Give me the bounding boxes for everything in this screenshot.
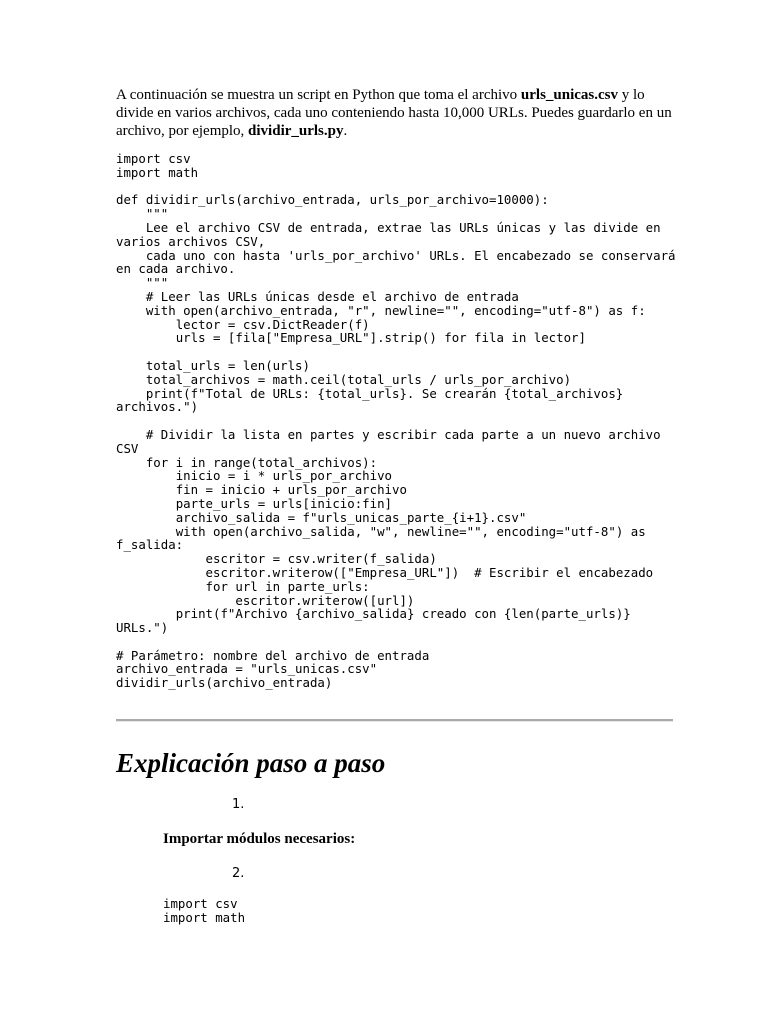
step-2-number: 2.: [232, 866, 245, 881]
intro-text-3: .: [343, 123, 348, 139]
script-filename: dividir_urls.py: [248, 123, 344, 139]
intro-text-2: y lo divide en varios archivos, cada uno conteniendo hasta 10,000 URLs. Puedes guardarlo en un archivo, por ejemplo,: [116, 87, 672, 139]
step-1-title: Importar módulos necesarios:: [163, 831, 356, 847]
python-code-block: import csv import math def dividir_urls(archivo_entrada, urls_por_archivo=10000): """ Lee el archivo CSV de entrada, extrae las URLs únicas y las divide en varios archivos CSV, cada uno con hasta 'urls_por_archivo' URLs. El encabezado se conservará en cada archivo. """ # Leer las URLs únicas desde el archivo de entrada with open(archivo_entrada, "r", newline="", encoding="utf-8") as f: lector = csv.DictReader(f) urls = [fila["Empresa_URL"].strip() for fila in lector] total_urls = len(urls) total_archivos = math.ceil(total_urls / urls_por_archivo) print(f"Total de URLs: {total_urls}. Se crearán {total_archivos} archivos.") # Dividir la lista en partes y escribir cada parte a un nuevo archivo CSV for i in range(total_archivos): inicio = i * urls_por_archivo fin = inicio + urls_por_archivo parte_urls = urls[inicio:fin] archivo_salida = f"urls_unicas_parte_{i+1}.csv" with open(archivo_salida, "w", newline="", encoding="utf-8") as f_salida: escritor = csv.writer(f_salida) escritor.writerow(["Empresa_URL"]) # Escribir el encabezado for url in parte_urls: escritor.writerow([url]) print(f"Archivo {archivo_salida} creado con {len(parte_urls)} URLs.") # Parámetro: nombre del archivo de entrada archivo_entrada = "urls_unicas.csv" dividir_urls(archivo_entrada): [116, 151, 676, 691]
section-heading: Explicación paso a paso: [116, 748, 386, 778]
input-filename: urls_unicas.csv: [520, 87, 619, 103]
intro-paragraph: [116, 86, 676, 140]
step-1-number: 1.: [232, 797, 245, 812]
step-2-code-block: import csv import math: [163, 896, 246, 925]
horizontal-rule: [116, 719, 673, 722]
intro-text-1: A continuación se muestra un script en Python que toma el archivo: [116, 87, 521, 103]
